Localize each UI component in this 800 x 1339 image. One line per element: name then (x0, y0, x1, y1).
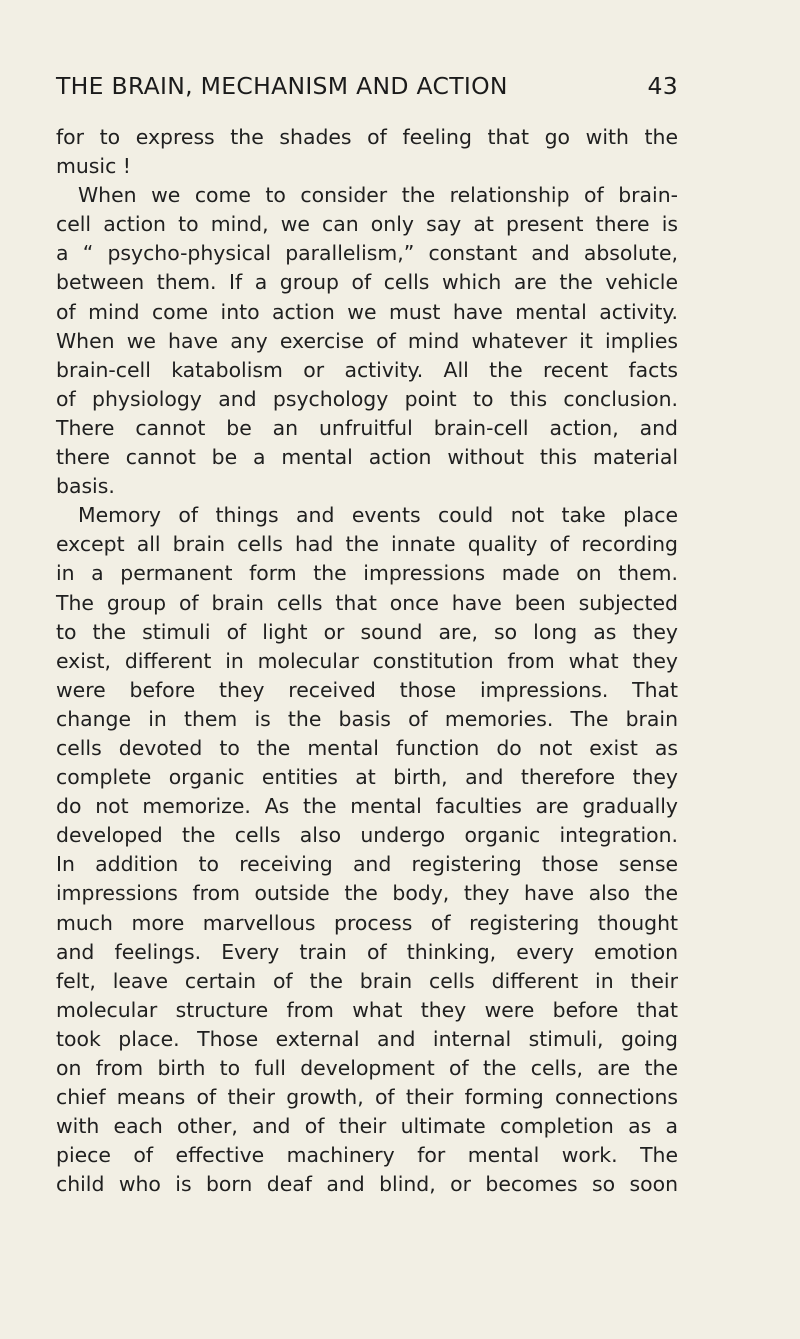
body-text (56, 123, 678, 1199)
page-header (56, 72, 678, 112)
text-line: except all brain cells had the innate quality of recording (56, 532, 678, 557)
text-line: to the stimuli of light or sound are, so long as they (56, 619, 678, 644)
text-line: felt, leave certain of the brain cells different in their (56, 968, 678, 993)
text-line: piece of effective machinery for mental work. The (56, 1143, 678, 1168)
text-line: The group of brain cells that once have been subjected (56, 590, 678, 615)
text-line: Memory of things and events could not take place (78, 503, 678, 528)
text-line: in a permanent form the impressions made on them. (56, 561, 678, 586)
text-line: a “ psycho-physical parallelism,” constant and absolute, (56, 241, 678, 266)
running-head: THE BRAIN, MECHANISM AND ACTION (56, 72, 508, 100)
text-line: developed the cells also undergo organic integration. (56, 823, 678, 848)
text-line: of physiology and psychology point to this conclusion. (56, 386, 678, 411)
text-line: were before they received those impressions. That (56, 677, 678, 702)
text-line: cell action to mind, we can only say at present there is (56, 212, 678, 237)
text-line: When we come to consider the relationship of brain- (78, 183, 678, 208)
text-line: impressions from outside the body, they have also the (56, 881, 678, 906)
text-line: molecular structure from what they were before that (56, 997, 678, 1022)
text-line: change in them is the basis of memories. The brain (56, 706, 678, 731)
text-line: When we have any exercise of mind whatever it implies (56, 328, 678, 353)
text-line: and feelings. Every train of thinking, every emotion (56, 939, 678, 964)
text-line: child who is born deaf and blind, or becomes so soon (56, 1172, 678, 1197)
text-line: exist, different in molecular constitution from what they (56, 648, 678, 673)
text-line: between them. If a group of cells which are the vehicle (56, 270, 678, 295)
text-line: with each other, and of their ultimate completion as a (56, 1114, 678, 1139)
text-line: music ! (56, 154, 131, 179)
text-line: brain-cell katabolism or activity. All the recent facts (56, 357, 678, 382)
text-line: do not memorize. As the mental faculties are gradually (56, 794, 678, 819)
text-line: chief means of their growth, of their forming connections (56, 1085, 678, 1110)
page-number: 43 (647, 72, 678, 100)
text-line: In addition to receiving and registering those sense (56, 852, 678, 877)
text-line: complete organic entities at birth, and therefore they (56, 765, 678, 790)
text-line: there cannot be a mental action without this material (56, 445, 678, 470)
text-line: of mind come into action we must have mental activity. (56, 299, 678, 324)
text-line: much more marvellous process of registering thought (56, 910, 678, 935)
text-line: for to express the shades of feeling that go with the (56, 125, 678, 149)
text-line: basis. (56, 474, 115, 499)
text-line: took place. Those external and internal stimuli, going (56, 1026, 678, 1051)
text-line: There cannot be an unfruitful brain-cell action, and (56, 415, 678, 440)
text-line: on from birth to full development of the cells, are the (56, 1056, 678, 1080)
text-line: cells devoted to the mental function do not exist as (56, 735, 678, 760)
